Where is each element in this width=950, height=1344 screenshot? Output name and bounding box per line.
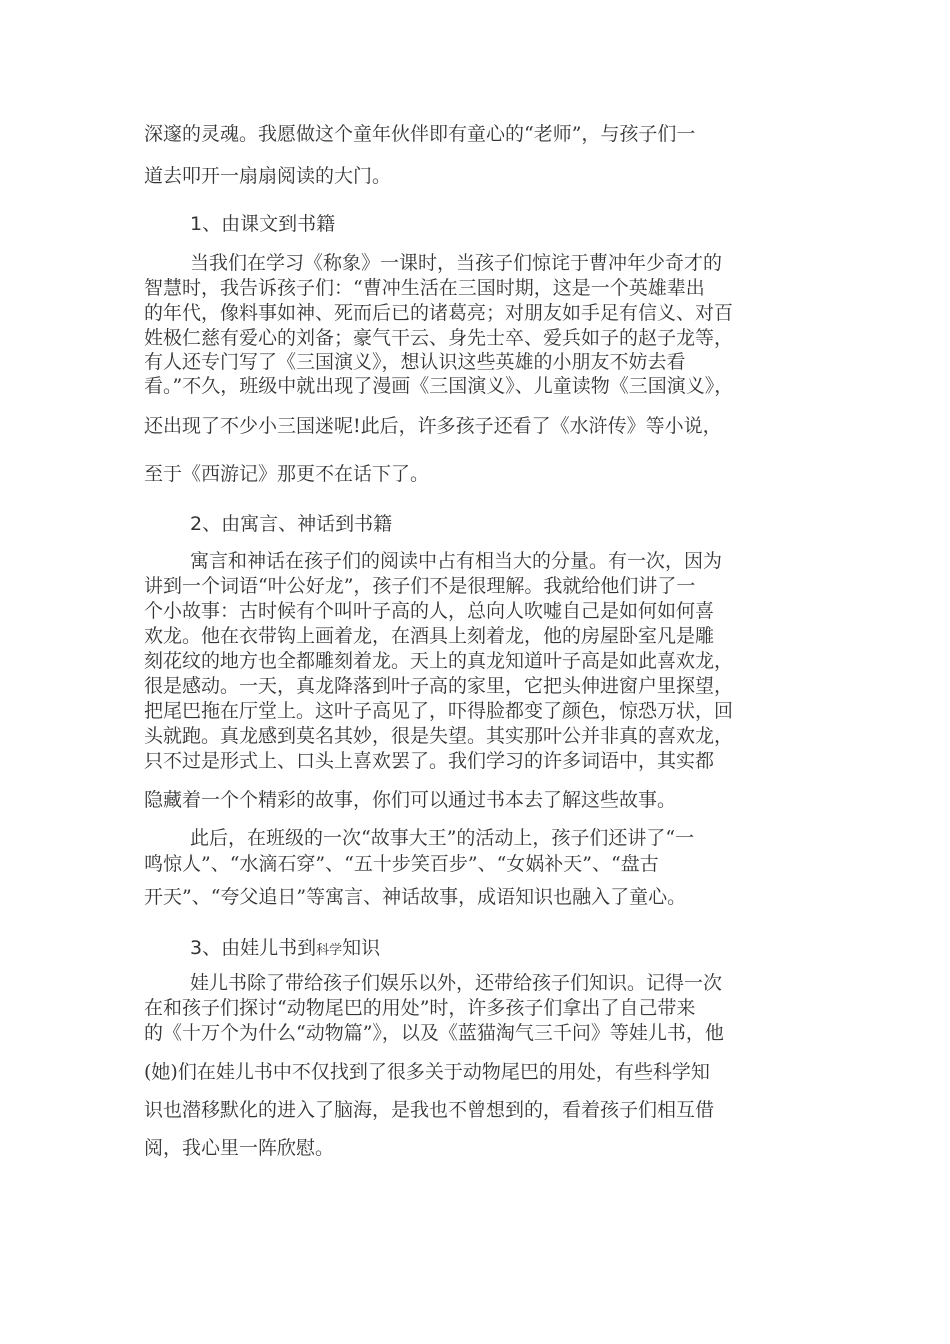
section-3-heading xyxy=(190,936,380,963)
section-1-line-6: 看。”不久，班级中就出现了漫画《三国演义》、儿童读物《三国演义》， xyxy=(144,375,734,397)
section-1-line-2: 智慧时，我告诉孩子们：“曹冲生活在三国时期，这是一个英雄辈出 xyxy=(144,277,705,299)
section-2-line-11: 此后，在班级的一次“故事大王”的活动上，孩子们还讲了“一 xyxy=(190,827,695,849)
section-1-line-7: 还出现了不少小三国迷呢!此后，许多孩子还看了《水浒传》等小说， xyxy=(144,415,722,437)
section-1-line-8: 至于《西游记》那更不在话下了。 xyxy=(144,463,430,485)
section-2-heading: 2、由寓言、神话到书籍 xyxy=(190,513,393,535)
section-3-line-6: 阅，我心里一阵欣慰。 xyxy=(144,1137,335,1159)
section-3-heading-end: 知识 xyxy=(342,937,381,959)
section-2-line-7: 把尾巴拖在厅堂上。这叶子高见了，吓得脸都变了颜色，惊恐万状，回 xyxy=(144,700,734,722)
section-2-line-1: 寓言和神话在孩子们的阅读中占有相当大的分量。有一次，因为 xyxy=(190,550,723,572)
section-1-heading: 1、由课文到书籍 xyxy=(190,213,336,235)
section-2-line-2: 讲到一个词语“叶公好龙”，孩子们不是很理解。我就给他们讲了一 xyxy=(144,575,696,597)
section-3-heading-main: 3、由娃儿书到 xyxy=(190,937,317,959)
section-1-line-4: 姓极仁慈有爱心的刘备；豪气干云、身先士卒、爱兵如子的赵子龙等， xyxy=(144,327,734,349)
section-3-line-1: 娃儿书除了带给孩子们娱乐以外，还带给孩子们知识。记得一次 xyxy=(190,972,723,994)
section-3-line-2: 在和孩子们探讨“动物尾巴的用处”时，许多孩子们拿出了自己带来 xyxy=(144,997,696,1019)
section-2-line-6: 很是感动。一天，真龙降落到叶子高的家里，它把头伸进窗户里探望， xyxy=(144,675,734,697)
section-1-line-1: 当我们在学习《称象》一课时，当孩子们惊诧于曹冲年少奇才的 xyxy=(190,252,723,274)
section-2-line-4: 欢龙。他在衣带钩上画着龙，在酒具上刻着龙，他的房屋卧室凡是雕 xyxy=(144,625,715,647)
section-2-line-9: 只不过是形式上、口头上喜欢罢了。我们学习的许多词语中，其实都 xyxy=(144,750,715,772)
section-2-line-8: 头就跑。真龙感到莫名其妙，很是失望。其实那叶公并非真的喜欢龙， xyxy=(144,725,734,747)
intro-line-1: 深邃的灵魂。我愿做这个童年伙伴即有童心的“老师”，与孩子们一 xyxy=(144,123,696,145)
section-3-line-5: 识也潜移默化的进入了脑海，是我也不曾想到的，看着孩子们相互借 xyxy=(144,1099,715,1121)
section-3-heading-small: 科学 xyxy=(316,943,343,958)
section-3-line-4: (她)们在娃儿书中不仅找到了很多关于动物尾巴的用处，有些科学知 xyxy=(144,1061,710,1083)
section-1-line-5: 有人还专门写了《三国演义》，想认识这些英雄的小朋友不妨去看 xyxy=(144,351,686,373)
section-2-line-5: 刻花纹的地方也全都雕刻着龙。天上的真龙知道叶子高是如此喜欢龙， xyxy=(144,650,734,672)
section-1-line-3: 的年代，像料事如神、死而后已的诸葛亮；对朋友如手足有信义、对百 xyxy=(144,302,734,324)
section-2-line-12: 鸣惊人”、“水滴石穿”、“五十步笑百步”、“女娲补天”、“盘古 xyxy=(144,853,659,875)
section-3-line-3: 的《十万个为什么“动物篇”》，以及《蓝猫淘气三千问》等娃儿书，他 xyxy=(144,1022,724,1044)
section-2-line-13: 开天”、“夸父追日”等寓言、神话故事，成语知识也融入了童心。 xyxy=(144,886,687,908)
section-2-line-10: 隐藏着一个个精彩的故事，你们可以通过书本去了解这些故事。 xyxy=(144,789,677,811)
intro-line-2: 道去叩开一扇扇阅读的大门。 xyxy=(144,165,392,187)
section-2-line-3: 个小故事：古时候有个叫叶子高的人，总向人吹嘘自己是如何如何喜 xyxy=(144,600,715,622)
